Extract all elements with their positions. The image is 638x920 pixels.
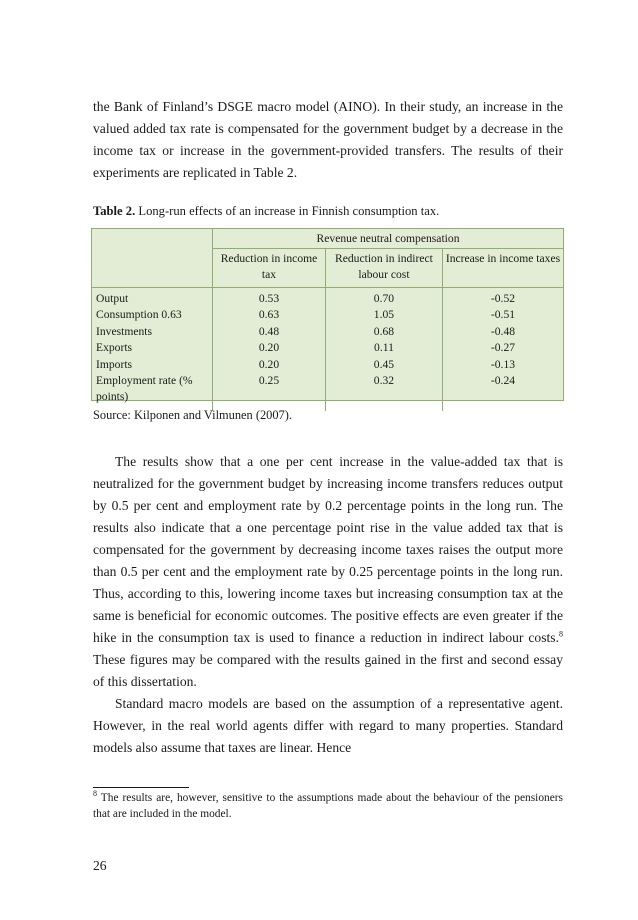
table-source: Source: Kilponen and Vilmunen (2007).	[93, 408, 292, 422]
standard-models-paragraph: Standard macro models are based on the assumption of a representative agent. However, in the real world agents differ with regard to many properties. Standard models also assume that taxes are linear. Hence	[93, 696, 563, 755]
table-row-label: Exports	[96, 341, 133, 355]
table-column-header: Increase in income taxes	[442, 249, 563, 288]
footnote-text: The results are, however, sensitive to the assumptions made about the behaviour of the pensioners that are included in the model.	[93, 792, 563, 820]
table-row	[92, 357, 563, 373]
table-cell: 1.05	[325, 307, 442, 323]
table-cell: 0.25	[213, 373, 326, 411]
table-cell: 0.48	[213, 324, 326, 340]
table-row-label: Output	[92, 288, 213, 308]
table-cell: -0.51	[442, 307, 563, 323]
results-table	[91, 228, 564, 401]
table-empty-corner	[92, 229, 213, 288]
intro-paragraph: the Bank of Finland’s DSGE macro model (AINO). In their study, an increase in the valued added tax rate is compensated for the government budget by a decrease in the income tax or increase in the government-provided transfers. The results of their experiments are replicated in Table 2.	[93, 99, 563, 180]
table-group-header: Revenue neutral compensation	[213, 229, 563, 249]
table-cell: -0.52	[442, 288, 563, 308]
table-cell: 0.53	[213, 288, 326, 308]
table-cell: 0.11	[325, 340, 442, 356]
footnote-marker: 8	[93, 789, 97, 799]
table-cell: 0.68	[325, 324, 442, 340]
results-paragraph-continuation: These figures may be compared with the results gained in the first and second essay of this dissertation.	[93, 652, 563, 689]
table-cell: 0.20	[213, 340, 326, 356]
table-group-header-row	[92, 229, 563, 249]
results-paragraph	[93, 451, 563, 759]
table-caption	[93, 203, 563, 219]
table-row-label: Investments	[96, 324, 153, 338]
table-column-header: Reduction in indirect labour cost	[325, 249, 442, 288]
results-table-grid	[92, 229, 563, 411]
table-cell: -0.13	[442, 357, 563, 373]
table-cell: 0.70	[325, 288, 442, 308]
table-cell: 0.20	[213, 357, 326, 373]
table-row	[92, 340, 563, 356]
footnote-reference[interactable]: 8	[559, 629, 563, 639]
table-row	[92, 288, 563, 308]
table-cell: -0.24	[442, 373, 563, 411]
table-row	[92, 373, 563, 411]
table-row	[92, 324, 563, 340]
table-row-label: Consumption 0.63	[96, 308, 182, 322]
table-row	[92, 307, 563, 323]
table-caption-text: Long-run effects of an increase in Finnish consumption tax.	[135, 204, 440, 218]
footnote-divider	[93, 787, 189, 788]
table-cell: 0.63	[213, 307, 326, 323]
table-caption-label: Table 2.	[93, 204, 136, 218]
footnote	[93, 791, 563, 822]
table-cell: -0.48	[442, 324, 563, 340]
table-row-label: Imports	[96, 357, 133, 371]
page-number: 26	[93, 858, 107, 873]
table-row-label: Employment rate (% points)	[96, 373, 193, 403]
results-paragraph-text: The results show that a one per cent increase in the value-added tax that is neutralized for the government budget by increasing income transfers reduces output by 0.5 per cent and employment rate by 0.2 percentage points in the long run. The results also indicate that a one percentage point rise in the value added tax that is compensated for the government by decreasing income taxes raises the output more than 0.5 per cent and the employment rate by 0.25 percentage points in the long run. Thus, according to this, lowering income taxes but increasing consumption tax at the same is beneficial for economic outcomes. The positive effects are even greater if the hike in the consumption tax is used to finance a reduction in indirect labour costs.	[93, 454, 563, 645]
table-cell: 0.45	[325, 357, 442, 373]
table-cell: 0.32	[325, 373, 442, 411]
table-cell: -0.27	[442, 340, 563, 356]
table-column-header: Reduction in income tax	[213, 249, 326, 288]
